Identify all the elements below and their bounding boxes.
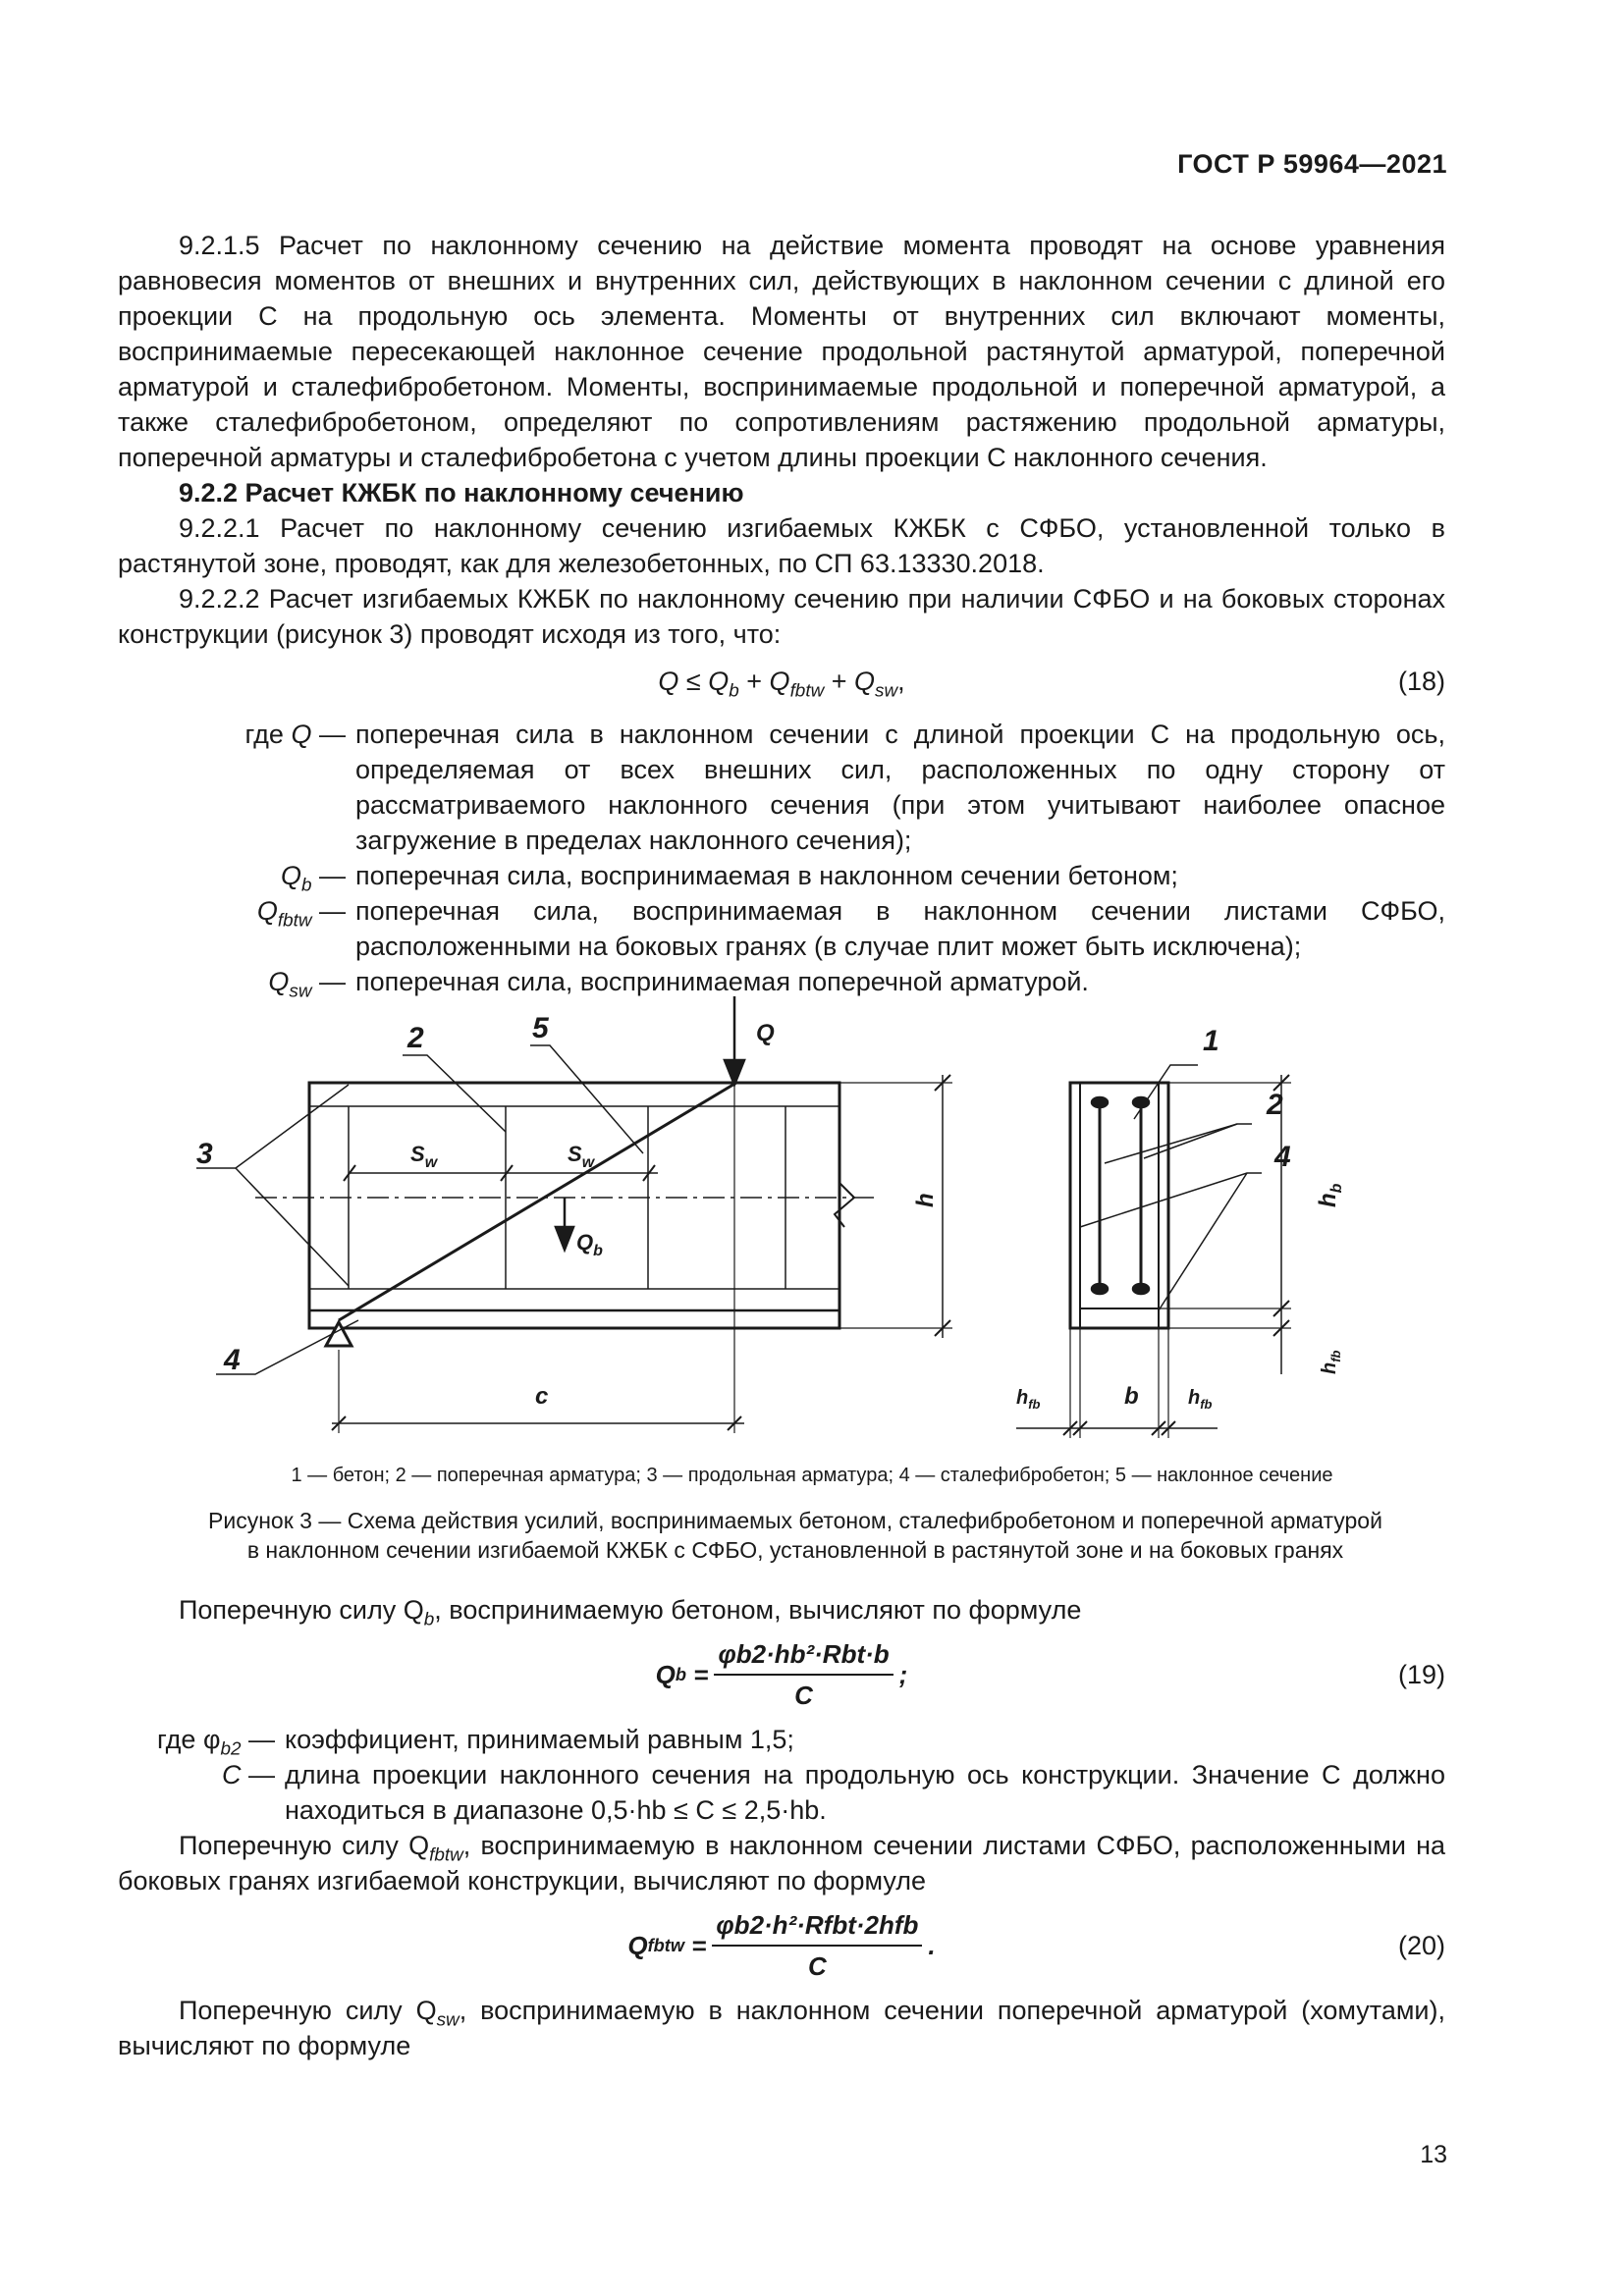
p4-post: , воспринимаемую бетоном, вычисляют по формуле — [434, 1595, 1082, 1625]
def-text: поперечная сила в наклонном сечении с длиной проекции C на продольную ось, определяемая от всех внешних сил, расположенных по одну сторону от рассматриваемого наклонного сечения (при этом учитывают наиболее опасное загружение в пределах наклонного сечения); — [355, 720, 1445, 855]
p4-sub: b — [423, 1609, 435, 1630]
upper-text-block — [118, 228, 1445, 1002]
def-symbol: φ — [202, 1725, 221, 1754]
label-hfb-main: h — [1319, 1362, 1340, 1374]
equation-19: Q b = $\frac{\text{φb2·hb²·Rbt·b}}{C}$ ; (19) — [118, 1628, 1445, 1722]
paragraph-qsw-intro — [118, 1993, 1445, 2063]
def-symbol-sub: b2 — [220, 1738, 242, 1760]
eq20-fraction — [712, 1907, 922, 1984]
leader-3 — [196, 1085, 349, 1168]
eq20-denominator: C — [808, 1951, 827, 1981]
def-text: длина проекции наклонного сечения на продольную ось конструкции. Значение C должно находиться в диапазоне 0,5·hb ≤ C ≤ 2,5·hb. — [285, 1760, 1445, 1825]
label-h: h — [912, 1193, 939, 1207]
label-b: b — [1124, 1383, 1139, 1410]
inclined-section-line — [339, 1083, 736, 1320]
p4-pre: Поперечную силу Q — [179, 1595, 424, 1625]
label-3: 3 — [196, 1138, 213, 1170]
eq18-qb-sub: b — [729, 680, 739, 702]
section-outline — [1070, 1083, 1168, 1328]
def-prefix: где — [244, 720, 284, 749]
equation-18 — [118, 662, 1445, 705]
label-hb-sub: b — [1328, 1183, 1345, 1194]
def-symbol: Q — [268, 967, 290, 996]
definition-row — [118, 893, 1445, 964]
equation-20: Q fbtw = $\frac{\text{φb2·h²·Rfbt·2hfb}}{C}$ . (20) — [118, 1898, 1445, 1993]
rebar-dot — [1092, 1097, 1108, 1107]
break-mark — [835, 1183, 854, 1227]
def-text: поперечная сила, воспринимаемая в наклонном сечении листами СФБО, расположенными на боковых гранях (в случае плит может быть исключена); — [355, 896, 1445, 961]
p5-sub: fbtw — [429, 1844, 463, 1866]
label-4-section: 4 — [1274, 1141, 1291, 1173]
label-sw-main: S — [568, 1142, 582, 1166]
def-symbol-sub: b — [300, 875, 312, 896]
eq18-qb: Q — [708, 667, 730, 696]
label-2-section: 2 — [1267, 1089, 1283, 1121]
eq20-numerator: φb2·h²·Rfbt·2hfb — [712, 1907, 922, 1947]
leader-5 — [530, 1045, 643, 1153]
paragraph-9-2-1-5: 9.2.1.5 Расчет по наклонному сечению на действие момента проводят на основе уравнения равновесия моментов от внешних и внутренних сил, действующих в наклонном сечении с длиной его проекции C на продольную ось элемента. Моменты от внутренних сил включают моменты, воспринимаемые пересекающей наклонное сечение продольной растянутой арматурой, поперечной арматурой и сталефибробетоном. Моменты, воспринимаемые продольной и поперечной арматурой, а также сталефибробетоном, определяют по сопротивлениям растяжению продольной арматуры, поперечной арматуры и сталефибробетона с учетом длины проекции C наклонного сечения. — [118, 231, 1445, 472]
eq18-plus-1: + — [746, 667, 763, 696]
eq19-fraction — [714, 1636, 893, 1713]
label-hfb-right — [1188, 1387, 1213, 1412]
paragraph-9-2-2-2: 9.2.2.2 Расчет изгибаемых КЖБК по наклонному сечению при наличии СФБО и на боковых сторонах конструкции (рисунок 3) проводят исходя из того, что: — [118, 584, 1445, 649]
label-c: c — [535, 1383, 549, 1410]
leader-1 — [1134, 1065, 1198, 1119]
def-symbol: Q — [256, 896, 278, 926]
label-hfb-main: h — [1016, 1387, 1029, 1409]
label-5: 5 — [532, 1012, 549, 1044]
leader-3b — [236, 1168, 349, 1286]
eq20-lhs: Q — [627, 1931, 648, 1960]
definition-row — [118, 1722, 1445, 1760]
eq18-plus-2: + — [831, 667, 847, 696]
label-qb-sub: b — [593, 1243, 603, 1259]
def-prefix: где — [157, 1725, 196, 1754]
label-hfb-sub: fb — [1200, 1397, 1213, 1412]
label-hfb-main: h — [1188, 1387, 1201, 1409]
equation-number-20: (20) — [1397, 1931, 1445, 1960]
def-symbol: Q — [280, 861, 301, 890]
eq18-qf-sub: fbtw — [789, 680, 825, 702]
eq18-le: ≤ — [685, 667, 701, 696]
definitions-19 — [118, 1722, 1445, 1828]
eq18-comma: , — [897, 667, 905, 696]
def-symbol: C — [221, 1760, 242, 1789]
label-2: 2 — [407, 1022, 424, 1054]
caption-line-1: Рисунок 3 — Схема действия усилий, воспринимаемых бетоном, сталефибробетоном и поперечной арматурой — [208, 1508, 1382, 1533]
definition-row — [118, 717, 1445, 858]
def-symbol: Q — [291, 720, 312, 749]
eq19-numerator: φb2·hb²·Rbt·b — [714, 1636, 893, 1676]
beam-side-view — [196, 996, 952, 1433]
leader-4a — [1080, 1173, 1262, 1227]
figure-labels — [196, 1012, 1345, 1412]
def-symbol-sub: sw — [289, 981, 312, 1002]
leader-4b — [1159, 1173, 1247, 1310]
paragraph-qfbtw-intro — [118, 1828, 1445, 1898]
label-q: Q — [756, 1020, 775, 1046]
figure-legend: 1 — бетон; 2 — поперечная арматура; 3 — продольная арматура; 4 — сталефибробетон; 5 — наклонное сечение — [291, 1465, 1333, 1486]
def-dash: — — [319, 967, 346, 996]
section-heading-9-2-2: 9.2.2 Расчет КЖБК по наклонному сечению — [179, 478, 744, 507]
eq18-q: Q — [658, 667, 679, 696]
rebar-dot — [1092, 1284, 1108, 1294]
eq18-qs: Q — [854, 667, 876, 696]
definition-row — [118, 858, 1445, 896]
p5-pre: Поперечную силу Q — [179, 1831, 430, 1860]
p6-post: , воспринимаемую в наклонном сечении поперечной арматурой (хомутами), вычисляют по формуле — [118, 1996, 1445, 2060]
definitions-18 — [118, 717, 1445, 1002]
caption-line-2: в наклонном сечении изгибаемой КЖБК с СФБО, установленной в растянутой зоне и на боковых гранях — [246, 1537, 1344, 1563]
def-dash: — — [248, 1725, 275, 1754]
equation-number-19: (19) — [1397, 1660, 1445, 1689]
def-dash: — — [248, 1760, 275, 1789]
label-hb-main: h — [1315, 1193, 1341, 1207]
eq19-denominator: C — [794, 1681, 813, 1710]
p6-sub: sw — [436, 2009, 460, 2031]
paragraph-9-2-2-1: 9.2.2.1 Расчет по наклонному сечению изгибаемых КЖБК с СФБО, установленной только в растянутой зоне, проводят, как для железобетонных, по СП 63.13330.2018. — [118, 513, 1445, 578]
label-hfb-vertical — [1319, 1350, 1343, 1374]
def-dash: — — [319, 720, 346, 749]
eq18-qf: Q — [769, 667, 790, 696]
lower-text-block — [118, 1592, 1445, 2063]
leader-2 — [403, 1055, 506, 1132]
p6-pre: Поперечную силу Q — [179, 1996, 437, 2025]
def-symbol-sub: fbtw — [277, 910, 312, 932]
label-sw-sub: w — [581, 1154, 595, 1171]
label-hfb-sub: fb — [1028, 1397, 1041, 1412]
p5-post: , воспринимаемую в наклонном сечении листами СФБО, расположенными на боковых гранях изгибаемой конструкции, вычисляют по формуле — [118, 1831, 1445, 1896]
label-qb-main: Q — [576, 1230, 594, 1255]
label-hb — [1315, 1183, 1345, 1207]
cross-section-view — [1016, 1065, 1291, 1438]
label-sw-main: S — [410, 1142, 425, 1166]
def-text: поперечная сила, воспринимаемая в наклонном сечении бетоном; — [355, 861, 1178, 890]
figure-3-diagram — [177, 987, 1453, 1458]
label-sw-2 — [568, 1142, 596, 1171]
label-4: 4 — [224, 1344, 241, 1376]
document-id-header: ГОСТ Р 59964—2021 — [1177, 149, 1447, 179]
eq19-tail: ; — [898, 1660, 908, 1689]
label-qb — [576, 1230, 603, 1259]
def-dash: — — [319, 896, 346, 926]
eq19-lhs: Q — [655, 1660, 676, 1689]
q-arrowhead — [725, 1060, 744, 1085]
definition-row — [118, 1757, 1445, 1828]
eq20-tail: . — [928, 1931, 936, 1960]
rebar-dot — [1133, 1097, 1149, 1107]
leader-2a — [1105, 1124, 1252, 1163]
label-hfb-left — [1016, 1387, 1041, 1412]
figure-caption — [157, 1506, 1434, 1565]
page-number: 13 — [1420, 2141, 1447, 2168]
eq18-qs-sub: sw — [875, 680, 898, 702]
paragraph-qb-intro — [118, 1592, 1445, 1628]
label-1: 1 — [1203, 1025, 1219, 1057]
rebar-dot — [1133, 1284, 1149, 1294]
equation-number-18: (18) — [1397, 667, 1445, 696]
label-sw-sub: w — [424, 1154, 438, 1171]
def-dash: — — [319, 861, 346, 890]
def-text: коэффициент, принимаемый равным 1,5; — [285, 1725, 794, 1754]
qb-arrowhead — [556, 1227, 573, 1250]
label-sw-1 — [410, 1142, 439, 1171]
def-text: поперечная сила, воспринимаемая поперечной арматурой. — [355, 967, 1089, 996]
label-hfb-sub: fb — [1328, 1350, 1343, 1362]
